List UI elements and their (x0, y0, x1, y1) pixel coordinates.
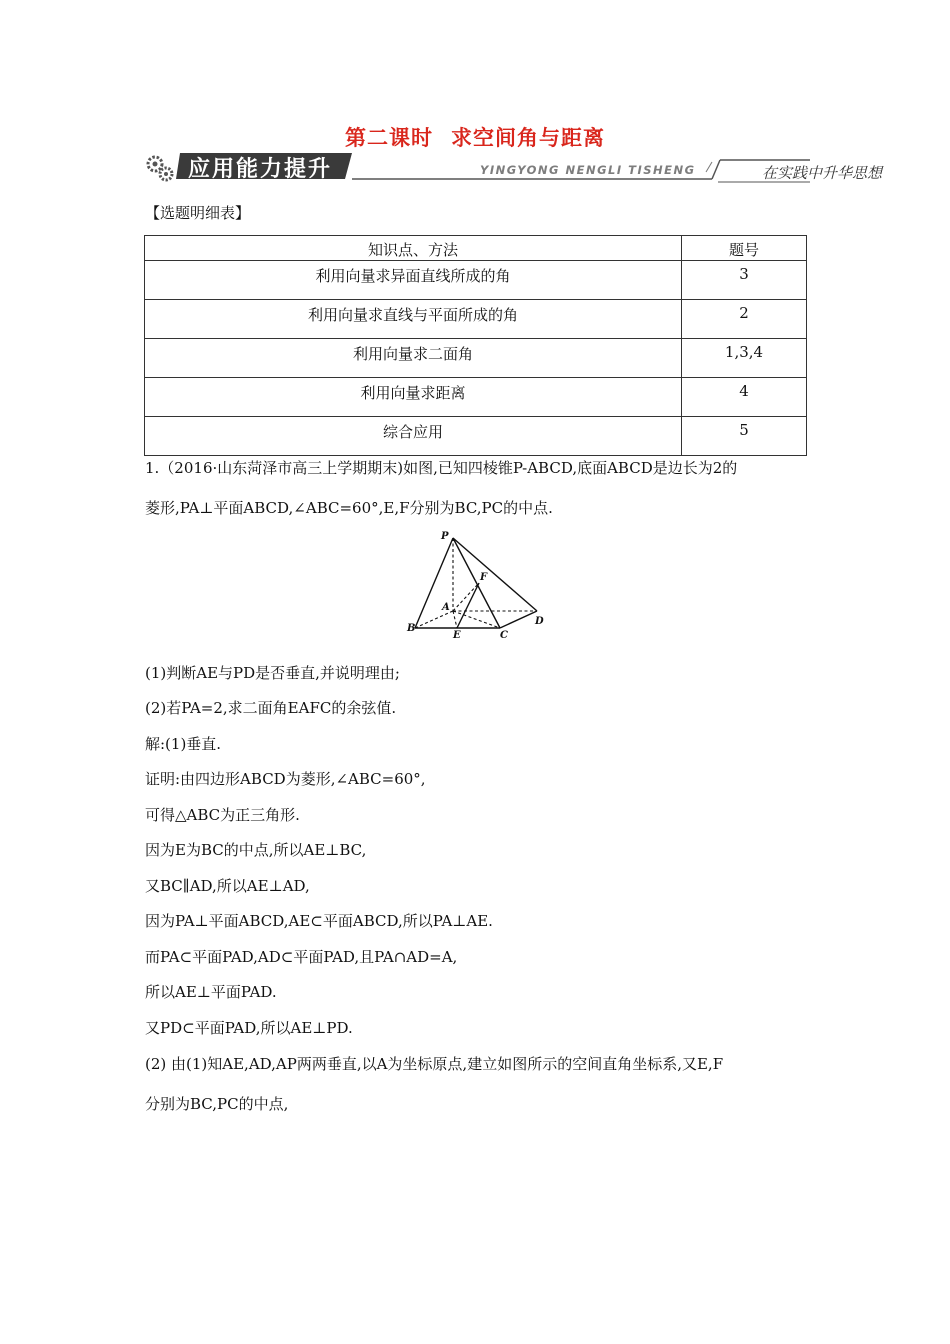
text-line: 所以AE⊥平面PAD. (145, 983, 277, 1001)
title-topic: 求空间角与距离 (451, 126, 605, 150)
section-label: 【选题明细表】 (145, 204, 251, 222)
label-P: P (441, 531, 449, 542)
problem-line-2: 菱形,PA⊥平面ABCD,∠ABC=60°,E,F分别为BC,PC的中点. (145, 499, 553, 517)
table-cell-number: 5 (682, 417, 807, 456)
table-cell-topic: 利用向量求异面直线所成的角 (145, 261, 682, 300)
table-cell-topic: 利用向量求二面角 (145, 339, 682, 378)
table-cell-topic: 综合应用 (145, 417, 682, 456)
table-cell-number: 2 (682, 300, 807, 339)
text-line: (1)判断AE与PD是否垂直,并说明理由; (145, 664, 400, 682)
table-row (145, 378, 807, 417)
table-header-topic: 知识点、方法 (145, 236, 682, 261)
label-B: B (407, 623, 416, 634)
label-D: D (535, 616, 544, 627)
gear-icon (148, 157, 172, 180)
text-line: 又PD⊂平面PAD,所以AE⊥PD. (145, 1019, 353, 1037)
text-line: (2) 由(1)知AE,AD,AP两两垂直,以A为坐标原点,建立如图所示的空间直角坐标系,又E,F (145, 1055, 724, 1073)
text-line: 因为E为BC的中点,所以AE⊥BC, (145, 841, 367, 859)
table-cell-number: 1,3,4 (682, 339, 807, 378)
text-line: 又BC∥AD,所以AE⊥AD, (145, 877, 310, 895)
table-row (145, 417, 807, 456)
table-cell-number: 3 (682, 261, 807, 300)
table-cell-topic: 利用向量求直线与平面所成的角 (145, 300, 682, 339)
text-line: (2)若PA=2,求二面角EAFC的余弦值. (145, 699, 397, 717)
banner-label: 应用能力提升 (188, 157, 333, 182)
table-header-number: 题号 (682, 236, 807, 261)
table-row (145, 339, 807, 378)
table-row (145, 300, 807, 339)
label-A: A (442, 602, 450, 613)
text-line: 因为PA⊥平面ABCD,AE⊂平面ABCD,所以PA⊥AE. (145, 912, 493, 930)
topic-table (144, 235, 807, 456)
text-line: 解:(1)垂直. (145, 735, 222, 753)
pyramid-figure (400, 527, 550, 647)
label-E: E (453, 630, 461, 641)
page-title (0, 122, 950, 152)
table-header-row (145, 236, 807, 261)
problem-line-1: 1.（2016·山东菏泽市高三上学期期末)如图,已知四棱锥P-ABCD,底面ABCD是边长为2的 (145, 459, 738, 477)
label-F: F (480, 572, 488, 583)
text-line: 可得△ABC为正三角形. (145, 806, 300, 824)
table-cell-topic: 利用向量求距离 (145, 378, 682, 417)
banner-slogan: 在实践中升华思想 (762, 164, 883, 182)
banner-pinyin: YINGYONG NENGLI TISHENG (480, 163, 696, 177)
label-C: C (500, 630, 508, 641)
table-row (145, 261, 807, 300)
text-line: 而PA⊂平面PAD,AD⊂平面PAD,且PA∩AD=A, (145, 948, 458, 966)
text-line: 分别为BC,PC的中点, (145, 1095, 289, 1113)
text-line: 证明:由四边形ABCD为菱形,∠ABC=60°, (145, 770, 426, 788)
title-lesson: 第二课时 (345, 126, 433, 150)
table-cell-number: 4 (682, 378, 807, 417)
